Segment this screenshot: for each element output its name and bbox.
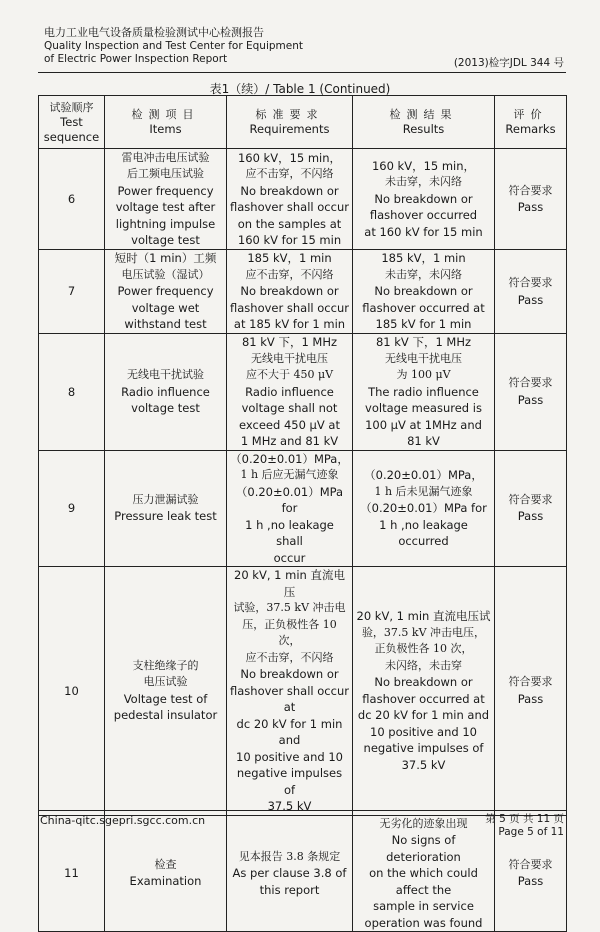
- cell-line: withstand test: [124, 317, 207, 332]
- cell-line: 压力泄漏试验: [132, 492, 199, 506]
- cell-line: No breakdown or: [374, 284, 473, 299]
- cell-line: Voltage test of: [123, 691, 208, 706]
- cell-line: lightning impulse: [115, 216, 216, 231]
- table-row: [39, 450, 567, 567]
- cell-line: 检查: [154, 857, 177, 871]
- report-header: [44, 26, 564, 69]
- cell-line: Power frequency: [117, 183, 214, 198]
- cell-item: [105, 815, 227, 932]
- cell-line: 81 kV 下，1 MHz: [375, 335, 472, 349]
- cell-line: No breakdown or: [240, 284, 339, 299]
- cell-line: 应不击穿，不闪络: [245, 167, 334, 180]
- cell-line: 符合要求: [508, 183, 553, 197]
- cell-line: 短时（1 min）工频: [114, 251, 217, 266]
- cell-requirement: [227, 250, 353, 334]
- cell-line: 无线电干扰试验: [127, 368, 204, 381]
- table-header-row: [39, 96, 567, 149]
- col-header-sequence: 试验顺序 Test sequence: [39, 96, 105, 149]
- cell-line: 1 h 后未见漏气迹象: [374, 484, 473, 498]
- cell-line: No breakdown or: [374, 675, 473, 690]
- cell-line: voltage wet: [131, 300, 200, 315]
- header-divider: [38, 72, 566, 73]
- cell-line: Radio influence: [245, 384, 334, 399]
- cell-line: 10 positive and 10: [236, 749, 343, 764]
- cell-line: 无劣化的迹象出现: [379, 816, 468, 830]
- cell-line: 1 h ,no leakage occurred: [379, 517, 468, 548]
- col-header-remarks: 评价 Remarks: [495, 96, 567, 149]
- cell-line: No breakdown or: [374, 191, 473, 206]
- cell-line: at 185 kV for 1 min: [233, 317, 346, 332]
- cell-line: （0.20±0.01）MPa for: [360, 501, 487, 515]
- cell-line: 185 kV for 1 min: [375, 317, 472, 332]
- cell-sequence: [39, 149, 105, 250]
- cell-sequence: [39, 250, 105, 334]
- cell-line: at 160 kV for 15 min: [364, 224, 483, 239]
- cell-line: 37.5 kV: [267, 799, 312, 813]
- cell-line: dc 20 kV for 1 min and: [236, 716, 343, 747]
- cell-requirement: [227, 334, 353, 451]
- cell-line: 试验，37.5 kV 冲击电: [233, 601, 346, 614]
- cell-line: dc 20 kV for 1 min and: [357, 708, 490, 723]
- cell-result: [353, 450, 495, 567]
- cell-line: voltage test: [131, 233, 200, 247]
- cell-result: [353, 149, 495, 250]
- cell-line: 电压试验（湿试）: [121, 267, 210, 281]
- cell-line: Pass: [517, 392, 544, 407]
- cell-remark: [495, 250, 567, 334]
- cell-line: Pass: [517, 200, 544, 214]
- cell-line: 应不大于 450 μV: [245, 368, 334, 381]
- col-header-items: 检测项目 Items: [105, 96, 227, 149]
- cell-line: 10: [64, 683, 79, 698]
- cell-line: Pass: [517, 292, 544, 307]
- cell-line: negative impulses of: [236, 766, 343, 797]
- cell-line: （0.20±0.01）MPa for: [235, 484, 344, 515]
- cell-line: 压，正负极性各 10 次，: [242, 617, 337, 647]
- cell-line: 正负极性各 10 次，: [374, 642, 473, 656]
- cell-line: 符合要求: [508, 376, 553, 390]
- cell-line: 验，37.5 kV 冲击电压，: [361, 625, 486, 639]
- cell-item: [105, 567, 227, 816]
- cell-sequence: [39, 567, 105, 816]
- header-title-en-2: of Electric Power Inspection Report: [44, 53, 228, 65]
- cell-line: operation was found: [364, 915, 483, 930]
- cell-line: As per clause 3.8 of: [232, 866, 347, 880]
- cell-line: 符合要求: [508, 675, 553, 689]
- cell-line: 符合要求: [508, 857, 553, 871]
- cell-line: 8: [67, 384, 76, 399]
- cell-line: 160 kV，15 min，: [371, 158, 476, 173]
- cell-line: 应不击穿，不闪络: [245, 650, 334, 664]
- cell-line: 应不击穿，不闪络: [245, 267, 334, 281]
- cell-line: （0.20±0.01）MPa，: [364, 468, 483, 482]
- cell-line: No breakdown or: [240, 183, 339, 198]
- cell-line: flashover occurred: [369, 208, 478, 223]
- col-header-results: 检测结果 Results: [353, 96, 495, 149]
- cell-line: 6: [67, 191, 76, 206]
- cell-line: No breakdown or: [240, 667, 339, 681]
- cell-line: 81 kV 下，1 MHz: [241, 335, 338, 349]
- cell-line: voltage measured is: [365, 401, 482, 415]
- cell-result: [353, 334, 495, 451]
- cell-requirement: [227, 450, 353, 567]
- cell-line: Pass: [517, 691, 544, 706]
- cell-line: 符合要求: [508, 276, 553, 289]
- cell-line: 无线电干扰电压: [251, 351, 328, 365]
- report-number: (2013)检字JDL 344 号: [453, 57, 564, 69]
- cell-line: 为 100 μV: [396, 368, 451, 381]
- cell-line: 160 kV，15 min，: [237, 150, 342, 165]
- cell-line: 1 h ,no leakage shall: [245, 517, 334, 548]
- cell-line: Pass: [517, 509, 544, 524]
- cell-line: 9: [67, 501, 76, 515]
- cell-result: [353, 250, 495, 334]
- cell-result: [353, 567, 495, 816]
- table-row: [39, 250, 567, 334]
- cell-line: No signs of deterioration: [386, 833, 461, 864]
- cell-requirement: [227, 567, 353, 816]
- col-header-requirements: 标准要求 Requirements: [227, 96, 353, 149]
- page-number: [485, 813, 564, 839]
- page-number-en: Page 5 of 11: [498, 826, 564, 838]
- cell-line: on the samples at: [237, 216, 342, 231]
- cell-line: this report: [259, 882, 320, 897]
- cell-line: Pressure leak test: [114, 509, 217, 524]
- cell-line: 未击穿，未闪络: [385, 175, 462, 189]
- footer-divider: [38, 810, 566, 811]
- cell-line: flashover occurred at: [362, 691, 485, 706]
- cell-line: 雷电冲击电压试验: [121, 150, 210, 164]
- cell-line: flashover shall occur: [230, 200, 349, 214]
- cell-line: voltage test: [131, 401, 200, 415]
- cell-line: 160 kV for 15 min: [237, 233, 342, 247]
- cell-line: flashover shall occur at: [230, 683, 349, 714]
- cell-remark: [495, 149, 567, 250]
- header-title-zh: 电力工业电气设备质量检验测试中心检测报告: [44, 26, 264, 39]
- cell-line: The radio influence: [368, 384, 479, 399]
- cell-line: Pass: [517, 874, 544, 889]
- cell-result: [353, 815, 495, 932]
- cell-line: （0.20±0.01）MPa，: [230, 451, 349, 466]
- cell-requirement: [227, 815, 353, 932]
- cell-line: 见本报告 3.8 条规定: [238, 849, 341, 863]
- cell-line: Radio influence: [121, 384, 210, 399]
- cell-line: Power frequency: [117, 284, 214, 299]
- cell-line: 符合要求: [508, 492, 553, 506]
- cell-line: 电压试验: [143, 675, 188, 689]
- cell-line: occur: [273, 550, 306, 565]
- cell-remark: [495, 567, 567, 816]
- cell-line: 10 positive and 10: [370, 724, 477, 739]
- cell-line: 81 kV: [407, 434, 440, 448]
- cell-line: 20 kV, 1 min 直流电压试: [356, 609, 491, 624]
- header-title-en-1: Quality Inspection and Test Center for Equipment: [44, 40, 303, 52]
- test-results-table: [38, 95, 567, 932]
- cell-line: 1 MHz and 81 kV: [240, 434, 339, 448]
- cell-line: 后工频电压试验: [127, 167, 204, 180]
- footer-website: China-qitc.sgepri.sgcc.com.cn: [40, 814, 206, 827]
- cell-line: sample in service: [373, 899, 474, 913]
- table-row: [39, 567, 567, 816]
- cell-sequence: [39, 334, 105, 451]
- cell-item: [105, 334, 227, 451]
- cell-item: [105, 250, 227, 334]
- cell-line: 100 μV at 1MHz and: [365, 417, 482, 432]
- cell-line: 11: [64, 866, 79, 880]
- cell-line: 支柱绝缘子的: [132, 658, 199, 672]
- cell-line: pedestal insulator: [113, 708, 218, 723]
- cell-line: 20 kV, 1 min 直流电压: [234, 568, 345, 599]
- cell-line: negative impulses of: [363, 741, 484, 756]
- cell-requirement: [227, 149, 353, 250]
- cell-line: 7: [67, 284, 76, 299]
- cell-line: voltage shall not: [241, 401, 338, 415]
- table-caption: 表1（续）/ Table 1 (Continued): [209, 82, 391, 96]
- cell-line: flashover shall occur: [230, 300, 349, 315]
- cell-line: 无线电干扰电压: [385, 351, 462, 365]
- cell-line: 185 kV，1 min: [247, 251, 332, 266]
- cell-line: exceed 450 μV at: [239, 417, 340, 432]
- cell-line: 1 h 后应无漏气迹象: [240, 468, 339, 481]
- page-number-zh: 第 5 页 共 11 页: [485, 813, 564, 825]
- cell-line: 未闪络，未击穿: [385, 658, 462, 672]
- cell-remark: [495, 334, 567, 451]
- table-row: [39, 149, 567, 250]
- cell-sequence: [39, 815, 105, 932]
- cell-item: [105, 149, 227, 250]
- cell-item: [105, 450, 227, 567]
- cell-line: 185 kV，1 min: [381, 251, 466, 266]
- cell-line: Examination: [129, 874, 202, 889]
- cell-sequence: [39, 450, 105, 567]
- cell-line: 未击穿，未闪络: [385, 267, 462, 281]
- cell-line: flashover occurred at: [362, 300, 485, 315]
- cell-line: voltage test after: [115, 200, 216, 214]
- cell-line: 37.5 kV: [401, 757, 446, 772]
- table-row: [39, 334, 567, 451]
- cell-remark: [495, 450, 567, 567]
- cell-line: on the which could affect the: [369, 866, 478, 897]
